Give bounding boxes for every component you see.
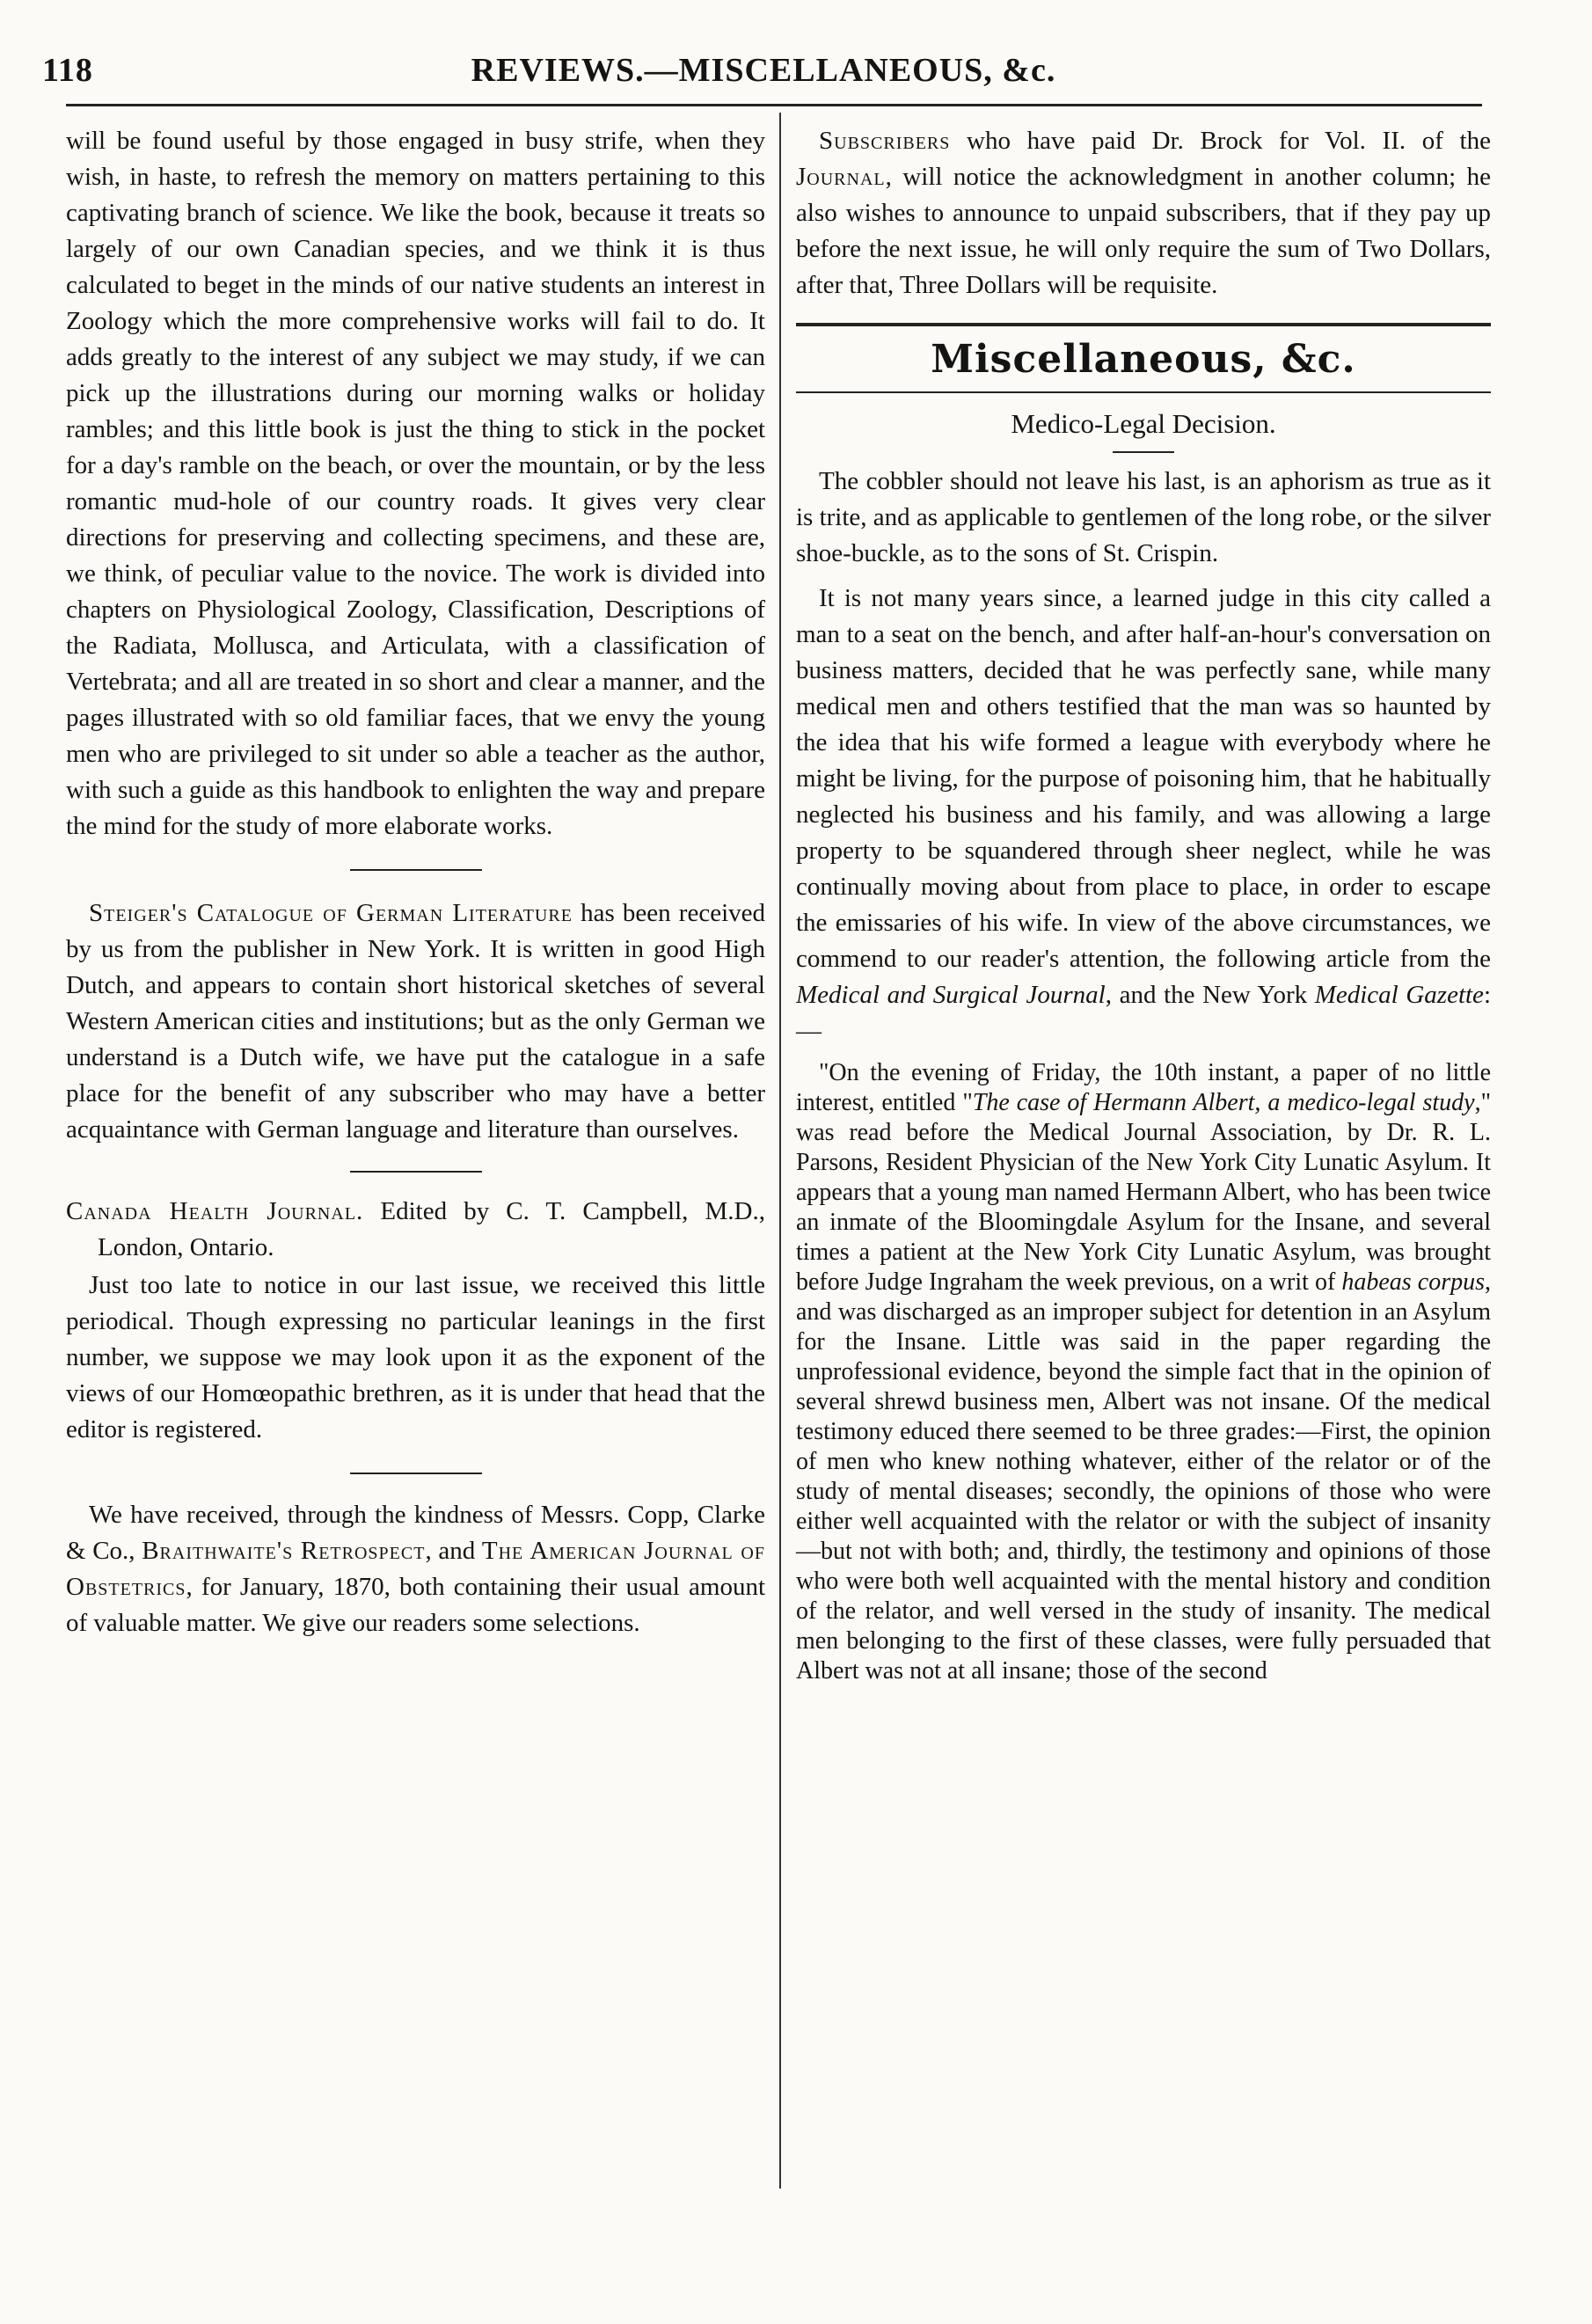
received-before: We have received, through the kindness of Messrs. Copp, Clarke & Co., [66,1501,765,1565]
canada-citation [66,1194,765,1266]
para2-gazette: Medical Gazette [1314,981,1484,1009]
received-after: , for January, 1870, both containing their usual amount of valuable matter. We give our readers some selections. [66,1573,765,1637]
article-quote [796,1058,1491,1686]
quote-title: The case of Hermann Albert, a medico-legal study [972,1089,1475,1116]
divider-rule [350,1171,482,1173]
obstetrics-title: The American Journal of Obstetrics [66,1537,765,1601]
quote-writ: habeas corpus [1341,1268,1485,1296]
notice-canada: Just too late to notice in our last issue, we received this little periodical. Though expressing no particular leanings in the first number, we suppose we may look upon it as the exponent of the views of our Homœopathic brethren, as it is under that head that the editor is registered. [66,1271,765,1443]
subscribers-tail: , will notice the acknowledgment in another column; he also wishes to announce to unpaid subscribers, that if they pay up before the next issue, he will only require the sum of Two Dollars, after that, Three Dollars will be requisite. [796,163,1491,299]
notice-subscribers [796,123,1491,303]
retrospect-title: Braithwaite's Retrospect [142,1537,426,1565]
para2-before: It is not many years since, a learned judge in this city called a man to a seat on the bench, and after half-an-hour's conversation on business matters, decided that he was perfectly sane, while many medical men and others testified that the man was so haunted by the idea that his wife formed a league with everybody where he might be living, for the purpose of poisoning him, that he habitually neglected his business and his family, and was allowing a large property to be squandered through sheer neglect, while he was continually moving about from place to place, in order to escape the emissaries of his wife. In view of the above circumstances, we commend to our reader's attention, the following article from the [796,584,1491,973]
subscribers-lead: Subscribers [819,127,951,155]
divider-rule [350,869,482,871]
column-divider [779,113,781,2189]
running-head-title: REVIEWS.—MISCELLANEOUS, &c. [471,52,1056,89]
right-column [796,123,1491,1686]
page-number: 118 [42,52,93,89]
para2-after: :— [796,981,1491,1045]
divider-rule [350,1473,482,1474]
canada-citation-text: Edited by C. T. Campbell, M.D., London, Ontario. [98,1197,765,1261]
section-heading: Miscellaneous, &c. [931,337,1356,382]
quote-after: , and was discharged as an improper subject for detention in an Asylum for the Insane. Little was said in the paper regarding the unprofessional evidence, beyond the simple fact that in the opinion of several shrewd business men, Albert was not insane. Of the medical testimony educed there seemed to be three grades:—First, the opinion of men who knew nothing whatever, either of the relator or of the study of mental diseases; secondly, the opinions of those who were either well acquainted with the relator or with the subject of insanity—but not with both; and, thirdly, the testimony and opinions of those who were both well acquainted with the mental history and condition of the relator, and well versed in the study of insanity. The medical men belonging to the first of these classes, were fully persuaded that Albert was not at all insane; those of the second [796,1268,1491,1685]
para2-mid: , and the New York [1105,981,1315,1009]
quote-before: "On the evening of Friday, the 10th instant, a paper of no little interest, entitled " [796,1059,1491,1116]
para2-journal: Medical and Surgical Journal [796,981,1106,1009]
subheading-rule [1113,451,1174,453]
article-paragraph-2 [796,581,1491,1049]
subscribers-text: who have paid Dr. Brock for Vol. II. of the [950,127,1491,155]
received-mid: , and [425,1537,482,1565]
steiger-lead: Steiger's Catalogue of German Literature [89,899,573,927]
review-continuation: will be found useful by those engaged in busy strife, when they wish, in haste, to refresh the memory on matters pertaining to this captivating branch of science. We like the book, because it treats so largely of our own Canadian species, and we think it is thus calculated to beget in the minds of our native students an interest in Zoology which the more comprehensive works will fail to do. It adds greatly to the interest of any subject we may study, if we can pick up the illustrations during our morning walks or holiday rambles; and this little book is just the thing to stick in the pocket for a day's ramble on the beach, or over the mountain, or by the less romantic mud-hole of our country roads. It gives very clear directions for preserving and collecting specimens, and these are, we think, of peculiar value to the novice. The work is divided into chapters on Physiological Zoology, Classification, Descriptions of the Radiata, Mollusca, and Articulata, with a classification of Vertebrata; and all are treated in so short and clear a manner, and the pages illustrated with so old familiar faces, that we envy the young men who are privileged to sit under so able a teacher as the author, with such a guide as this handbook to enlighten the way and prepare the mind for the study of more elaborate works. [66,127,765,840]
section-rule-bottom [796,391,1491,393]
section-rule-top [796,323,1491,326]
running-head [42,51,1485,104]
steiger-text: has been received by us from the publisher in New York. It is written in good High Dutch, and appears to contain short historical sketches of several Western American cities and institutions; but as the only German we understand is a Dutch wife, we have put the catalogue in a safe place for the benefit of any subscriber who may have a better acquaintance with German language and literature than ourselves. [66,899,765,1144]
notice-steiger [66,895,765,1148]
article-paragraph-1: The cobbler should not leave his last, is an aphorism as true as it is trite, and as applicable to gentlemen of the long robe, or the silver shoe-buckle, as to the sons of St. Crispin. [796,467,1492,567]
left-column [66,123,765,1641]
header-rule [66,104,1482,106]
subscribers-journal: Journal [796,163,886,191]
quote-mid: ," was read before the Medical Journal Association, by Dr. R. L. Parsons, Resident Physician of the New York City Lunatic Asylum. It appears that a young man named Hermann Albert, who has been twice an inmate of the Bloomingdale Asylum for the Insane, and several times a patient at the New York City Lunatic Asylum, was brought before Judge Ingraham the week previous, on a writ of [796,1089,1491,1296]
notice-received [66,1497,765,1641]
article-subheading: Medico-Legal Decision. [1011,408,1276,439]
canada-lead: Canada Health Journal. [66,1197,364,1225]
